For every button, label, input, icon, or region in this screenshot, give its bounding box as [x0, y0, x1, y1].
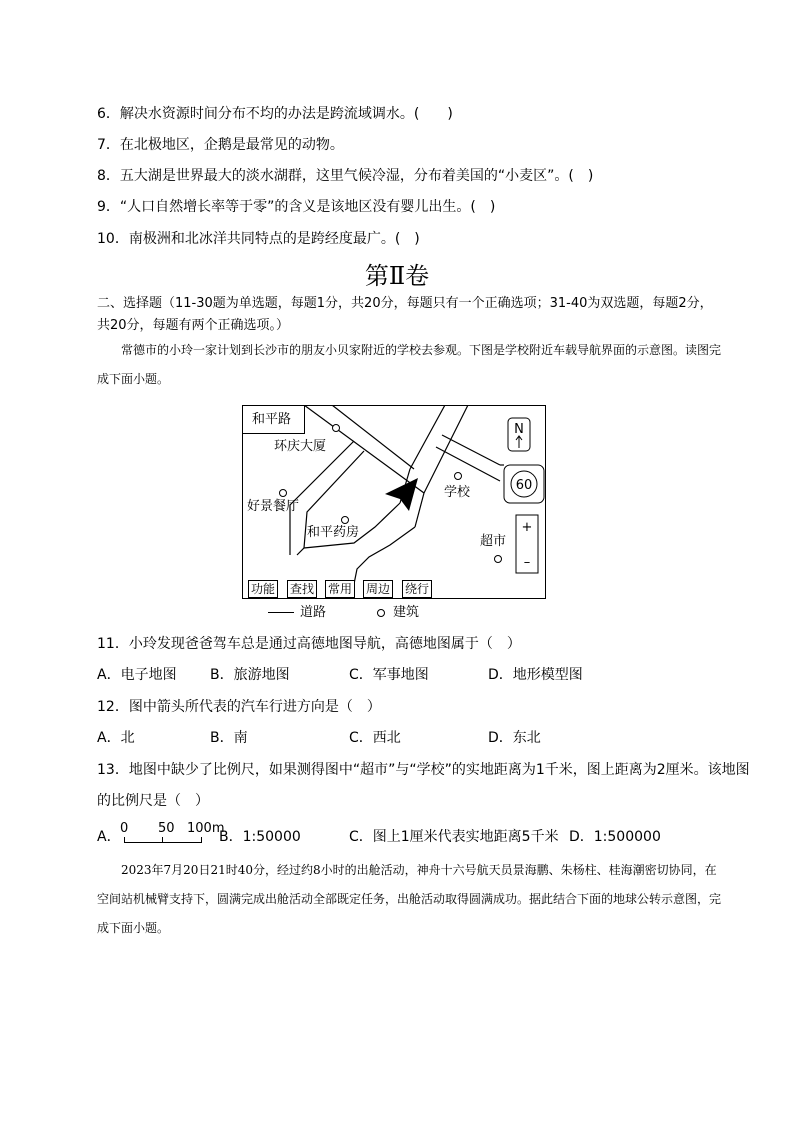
- question-13-stem-line2: 的比例尺是（ ）: [97, 793, 209, 809]
- place-label-supermarket: 超市: [480, 534, 507, 549]
- scale-label-50: 50: [158, 821, 175, 836]
- q13-option-c: C．图上1厘米代表实地距离5千米: [349, 829, 559, 845]
- q11-option-b: B．旅游地图: [210, 667, 290, 683]
- question-13-stem-line1: 13．地图中缺少了比例尺，如果测得图中“超市”与“学校”的实地距离为1千米，图上距离为2厘米。该地图: [97, 762, 750, 778]
- q12-option-d: D．东北: [488, 730, 541, 746]
- map-button-search[interactable]: 查找: [287, 580, 317, 598]
- legend-road-label: 道路: [300, 605, 327, 620]
- q13-option-b: B．1:50000: [219, 829, 301, 845]
- q12-option-c: C．西北: [349, 730, 401, 746]
- q12-option-b: B．南: [210, 730, 248, 746]
- scale-mid-tick: [162, 837, 163, 843]
- map-button-nearby[interactable]: 周边: [363, 580, 393, 598]
- legend-road: [268, 601, 326, 620]
- q11-option-c: C．军事地图: [349, 667, 429, 683]
- scale-label-100m: 100m: [187, 821, 225, 836]
- building-marker: [333, 425, 340, 432]
- question-8: 8．五大湖是世界最大的淡水湖群，这里气候冷湿，分布着美国的“小麦区”。( ): [97, 168, 594, 184]
- road-line-icon: [268, 612, 294, 613]
- question-12-stem: 12．图中箭头所代表的汽车行进方向是（ ）: [97, 699, 381, 715]
- scale-label-0: 0: [120, 821, 129, 836]
- map-button-common[interactable]: 常用: [325, 580, 355, 598]
- q12-option-a: A．北: [97, 730, 135, 746]
- place-label-school: 学校: [444, 485, 471, 500]
- building-marker: [455, 473, 462, 480]
- legend-building: [377, 601, 419, 620]
- map-button-detour[interactable]: 绕行: [402, 580, 432, 598]
- q11-option-a: A．电子地图: [97, 667, 177, 683]
- q11-option-d: D．地形模型图: [488, 667, 583, 683]
- building-circle-icon: [377, 609, 385, 617]
- question-10: 10．南极洲和北冰洋共同特点的是跨经度最广。( ): [97, 231, 420, 247]
- building-marker: [280, 490, 287, 497]
- road-name-label: 和平路: [252, 412, 292, 427]
- section-header: 二、选择题（11-30题为单选题，每题1分，共20分，每题只有一个正确选项；31-40为双选题，每题2分，共20分，每题有两个正确选项。）: [97, 296, 713, 333]
- navigation-map: [242, 405, 546, 599]
- place-label-huanqing: 环庆大厦: [274, 439, 327, 454]
- q13-scale-bar: [117, 822, 227, 844]
- scale-line: [124, 837, 202, 843]
- question-7: 7．在北极地区，企鹅是最常见的动物。: [97, 137, 344, 153]
- question-9: 9．“人口自然增长率等于零”的含义是该地区没有婴儿出生。( ): [97, 199, 496, 215]
- building-marker: [495, 556, 502, 563]
- intro-paragraph-1: 常德市的小玲一家计划到长沙市的朋友小贝家附近的学校去参观。下图是学校附近车载导航界面的示意图。读图完成下面小题。: [97, 343, 722, 386]
- q13-option-d: D．1:500000: [569, 829, 661, 845]
- question-11-stem: 11．小玲发现爸爸驾车总是通过高德地图导航，高德地图属于（ ）: [97, 636, 521, 652]
- zoom-out-icon[interactable]: –: [523, 555, 531, 570]
- north-label: N: [514, 422, 524, 437]
- map-button-function[interactable]: 功能: [248, 580, 278, 598]
- place-label-heping-pharmacy: 和平药房: [307, 525, 360, 540]
- legend-building-label: 建筑: [393, 605, 420, 620]
- speed-limit-label: 60: [515, 478, 533, 493]
- volume-title: 第Ⅱ卷: [364, 262, 430, 290]
- place-label-haojing: 好景餐厅: [247, 499, 300, 514]
- zoom-in-icon[interactable]: +: [521, 520, 533, 535]
- building-marker: [342, 517, 349, 524]
- q13-option-a-prefix: A．: [97, 829, 121, 845]
- intro-paragraph-2: 2023年7月20日21时40分，经过约8小时的出舱活动，神舟十六号航天员景海鹏、朱杨柱、桂海潮密切协同，在空间站机械臂支持下，圆满完成出舱活动全部既定任务，出舱活动取得圆满成功。据此结合下面的地球公转示意图，完成下面小题。: [97, 863, 722, 935]
- question-6: 6．解决水资源时间分布不均的办法是跨流域调水。( ): [97, 106, 453, 122]
